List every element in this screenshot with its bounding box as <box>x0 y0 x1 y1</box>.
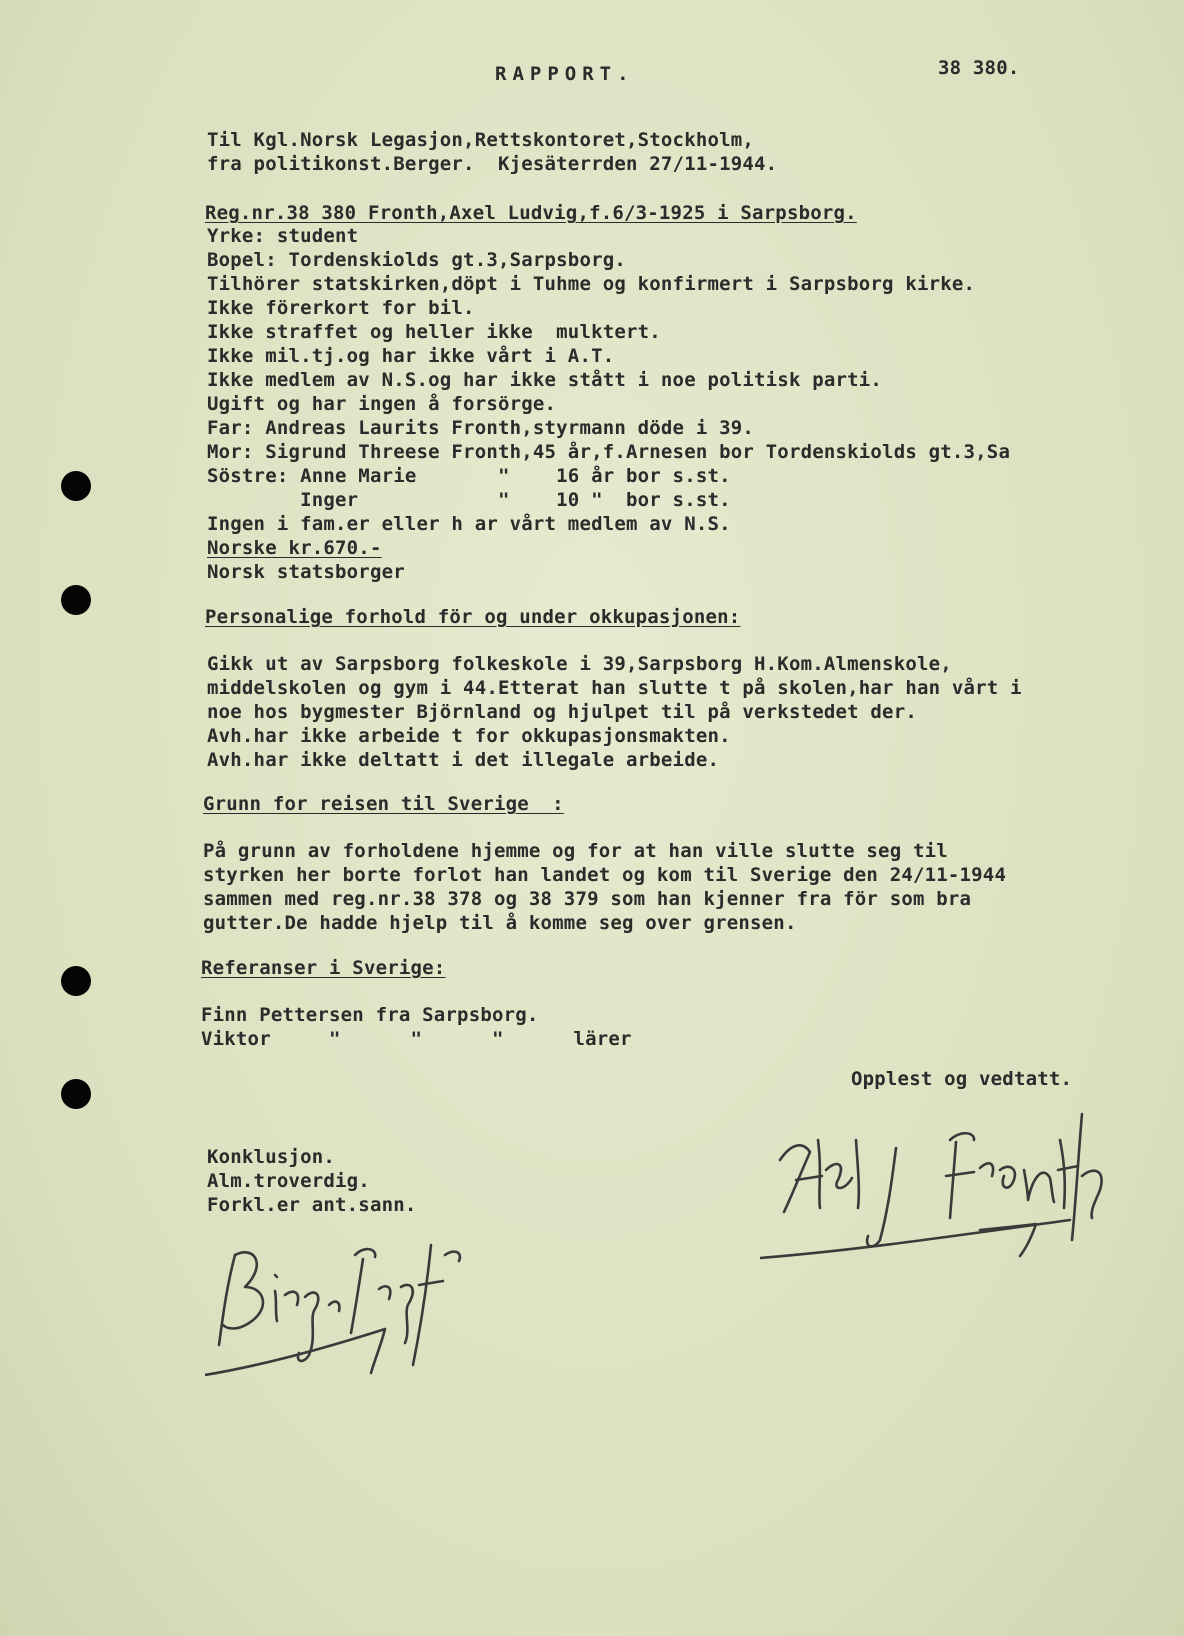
person-line: Far: Andreas Laurits Fronth,styrmann döde i 39. <box>207 417 755 439</box>
person-line: Ikke straffet og heller ikke mulktert. <box>207 321 661 343</box>
person-line: Mor: Sigrund Threese Fronth,45 år,f.Arnesen bor Tordenskiolds gt.3,Sa <box>207 441 1011 463</box>
report-reg-number: 38 380. <box>938 57 1020 79</box>
personal-line: noe hos bygmester Björnland og hjulpet til på verkstedet der. <box>207 701 917 723</box>
personal-line: Avh.har ikke arbeide t for okkupasjonsmakten. <box>207 725 731 747</box>
conclusion-line: Konklusjon. <box>207 1146 336 1168</box>
punch-hole <box>61 585 91 615</box>
reason-line: sammen med reg.nr.38 378 og 38 379 som han kjenner fra för som bra <box>203 888 972 910</box>
applicant-signature <box>760 1100 1150 1280</box>
officer-signature <box>205 1225 505 1395</box>
punch-hole <box>61 966 91 996</box>
person-line: Söstre: Anne Marie " 16 år bor s.st. <box>207 465 731 487</box>
person-line: Ingen i fam.er eller h ar vårt medlem av N.S. <box>207 513 731 535</box>
conclusion-line: Forkl.er ant.sann. <box>207 1194 417 1216</box>
person-line: Bopel: Tordenskiolds gt.3,Sarpsborg. <box>207 249 627 271</box>
person-line: Norsk statsborger <box>207 561 405 583</box>
punch-hole <box>61 471 91 501</box>
section-heading-reason: Grunn for reisen til Sverige : <box>203 793 564 815</box>
section-heading-personal: Personalige forhold för og under okkupasjonen: <box>205 606 741 628</box>
person-line: Ugift og har ingen å forsörge. <box>207 393 557 415</box>
reason-line: styrken her borte forlot han landet og kom til Sverige den 24/11-1944 <box>203 864 1007 886</box>
person-line: Ikke mil.tj.og har ikke vårt i A.T. <box>207 345 615 367</box>
person-line: Yrke: student <box>207 225 359 247</box>
punch-hole <box>61 1079 91 1109</box>
section-heading-references: Referanser i Sverige: <box>201 957 446 979</box>
personal-line: Avh.har ikke deltatt i det illegale arbeide. <box>207 749 720 771</box>
conclusion-line: Alm.troverdig. <box>207 1170 370 1192</box>
person-line: Ikke förerkort for bil. <box>207 297 475 319</box>
reason-line: På grunn av forholdene hjemme og for at han ville slutte seg til <box>203 840 948 862</box>
report-title: RAPPORT. <box>495 63 635 85</box>
person-heading: Reg.nr.38 380 Fronth,Axel Ludvig,f.6/3-1925 i Sarpsborg. <box>205 202 857 224</box>
person-line: Tilhörer statskirken,döpt i Tuhme og konfirmert i Sarpsborg kirke. <box>207 273 976 295</box>
address-line: fra politikonst.Berger. Kjesäterrden 27/11-1944. <box>207 153 778 175</box>
approval-text: Opplest og vedtatt. <box>851 1068 1073 1090</box>
person-line: Ikke medlem av N.S.og har ikke stått i noe politisk parti. <box>207 369 883 391</box>
personal-line: middelskolen og gym i 44.Etterat han slutte t på skolen,har han vårt i <box>207 677 1022 699</box>
person-line: Norske kr.670.- <box>207 537 382 559</box>
personal-line: Gikk ut av Sarpsborg folkeskole i 39,Sarpsborg H.Kom.Almenskole, <box>207 653 952 675</box>
reason-line: gutter.De hadde hjelp til å komme seg over grensen. <box>203 912 797 934</box>
address-line: Til Kgl.Norsk Legasjon,Rettskontoret,Stockholm, <box>207 129 755 151</box>
reference-line: Finn Pettersen fra Sarpsborg. <box>201 1004 539 1026</box>
person-line: Inger " 10 " bor s.st. <box>207 489 731 511</box>
reference-line: Viktor " " " lärer <box>201 1028 632 1050</box>
